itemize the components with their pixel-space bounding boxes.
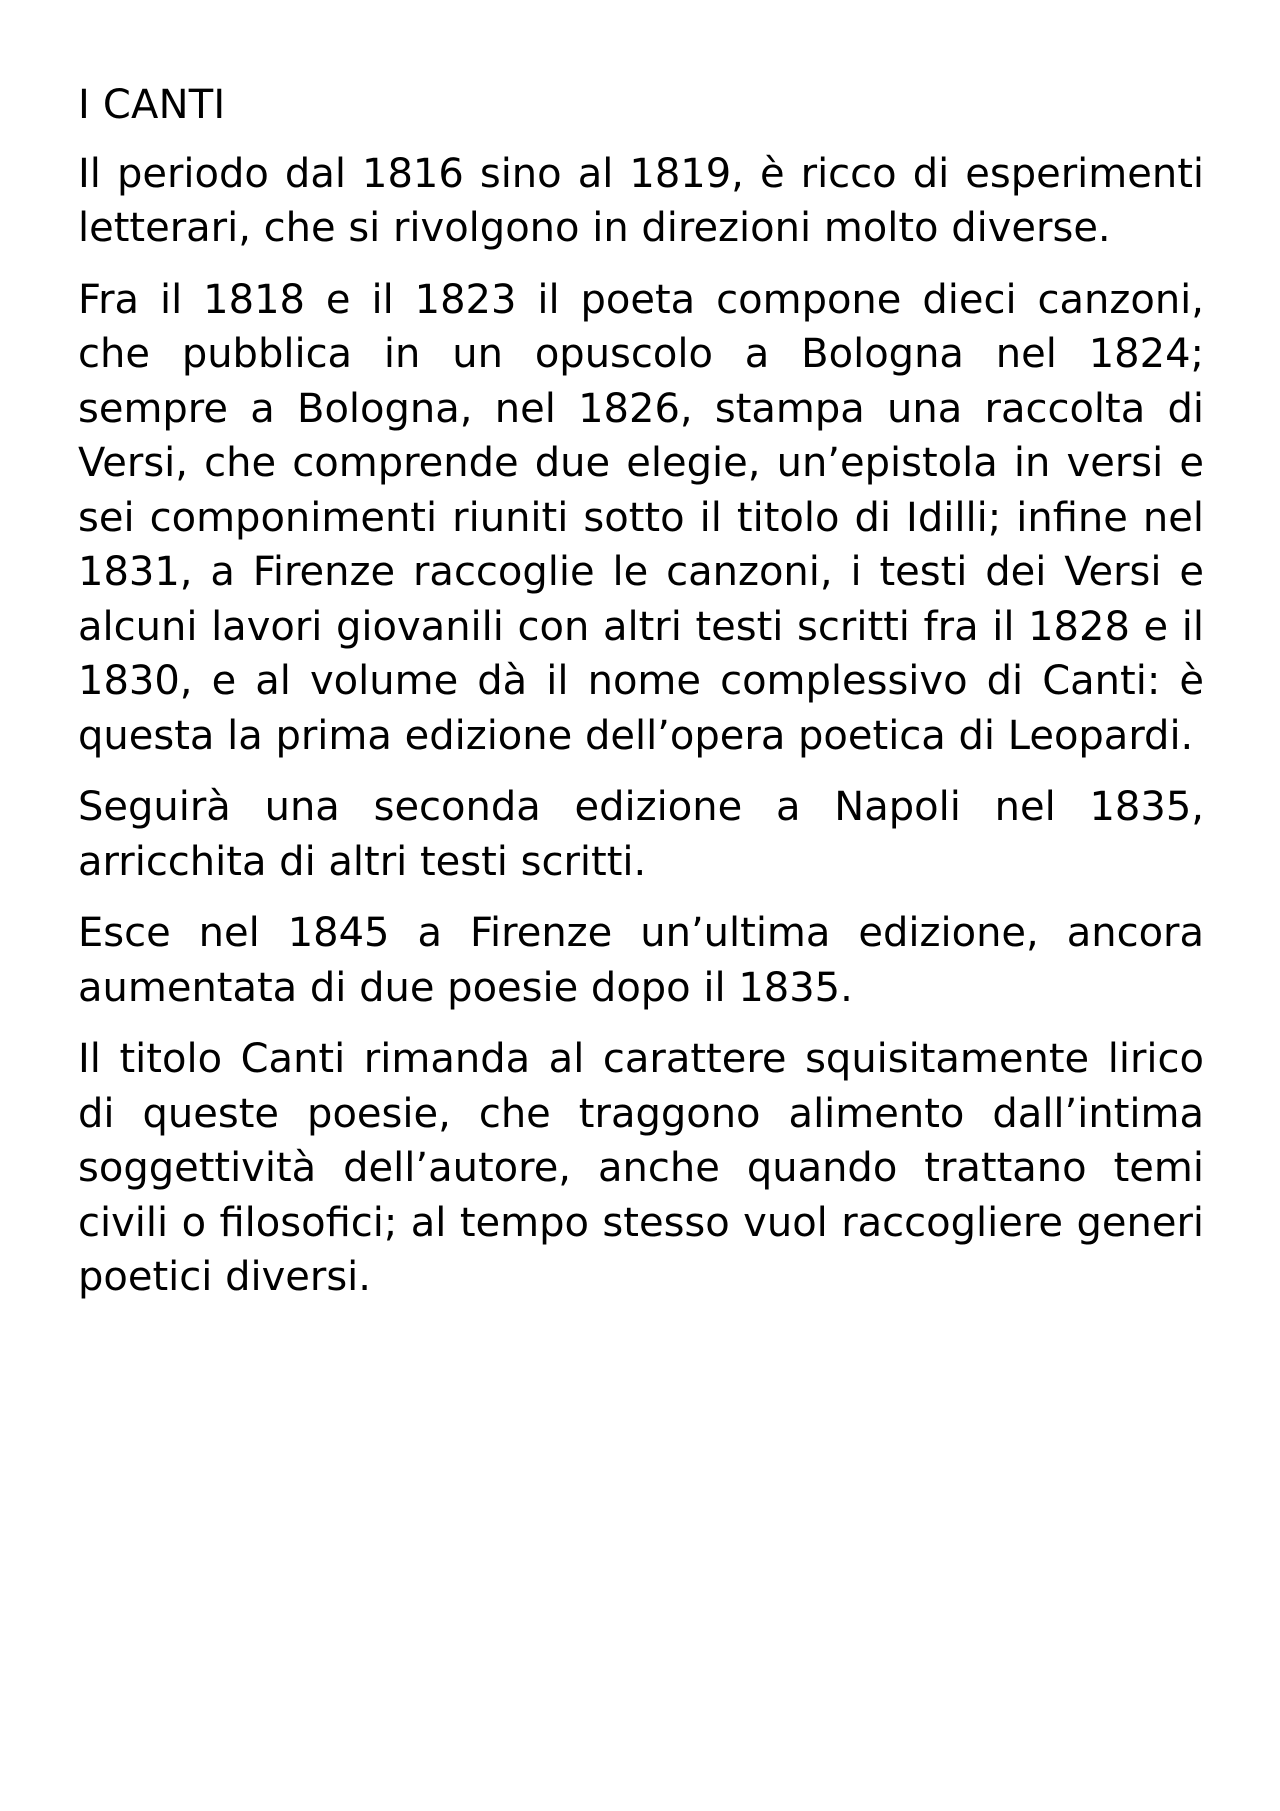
page-title: I CANTI: [78, 82, 226, 128]
paragraph-publication-history: Fra il 1818 e il 1823 il poeta compone dieci canzoni, che pubblica in un opuscolo a Bologna nel 1824; sempre a Bologna, nel 1826, stampa una raccolta di Versi, che comprende due elegie, un’epistola in versi e sei componimenti riuniti sotto il titolo di Idilli; infine nel 1831, a Firenze raccoglie le canzoni, i testi dei Versi e alcuni lavori giovanili con altri testi scritti fra il 1828 e il 1830, e al volume dà il nome complessivo di Canti: è questa la prima edizione dell’opera poetica di Leopardi.: [78, 276, 1204, 759]
paragraph-intro: Il periodo dal 1816 sino al 1819, è ricco di esperimenti letterari, che si rivolgono in direzioni molto diverse.: [78, 150, 1204, 251]
document-page: [78, 78, 1204, 1322]
paragraph-second-edition: Seguirà una seconda edizione a Napoli nel 1835, arricchita di altri testi scritti.: [78, 784, 1204, 885]
paragraph-title-meaning: Il titolo Canti rimanda al carattere squisitamente lirico di queste poesie, che traggono alimento dall’intima soggettività dell’autore, anche quando trattano temi civili o filosofici; al tempo stesso vuol raccogliere generi poetici diversi.: [78, 1036, 1204, 1300]
paragraph-final-edition: Esce nel 1845 a Firenze un’ultima edizione, ancora aumentata di due poesie dopo il 1835.: [78, 910, 1204, 1011]
